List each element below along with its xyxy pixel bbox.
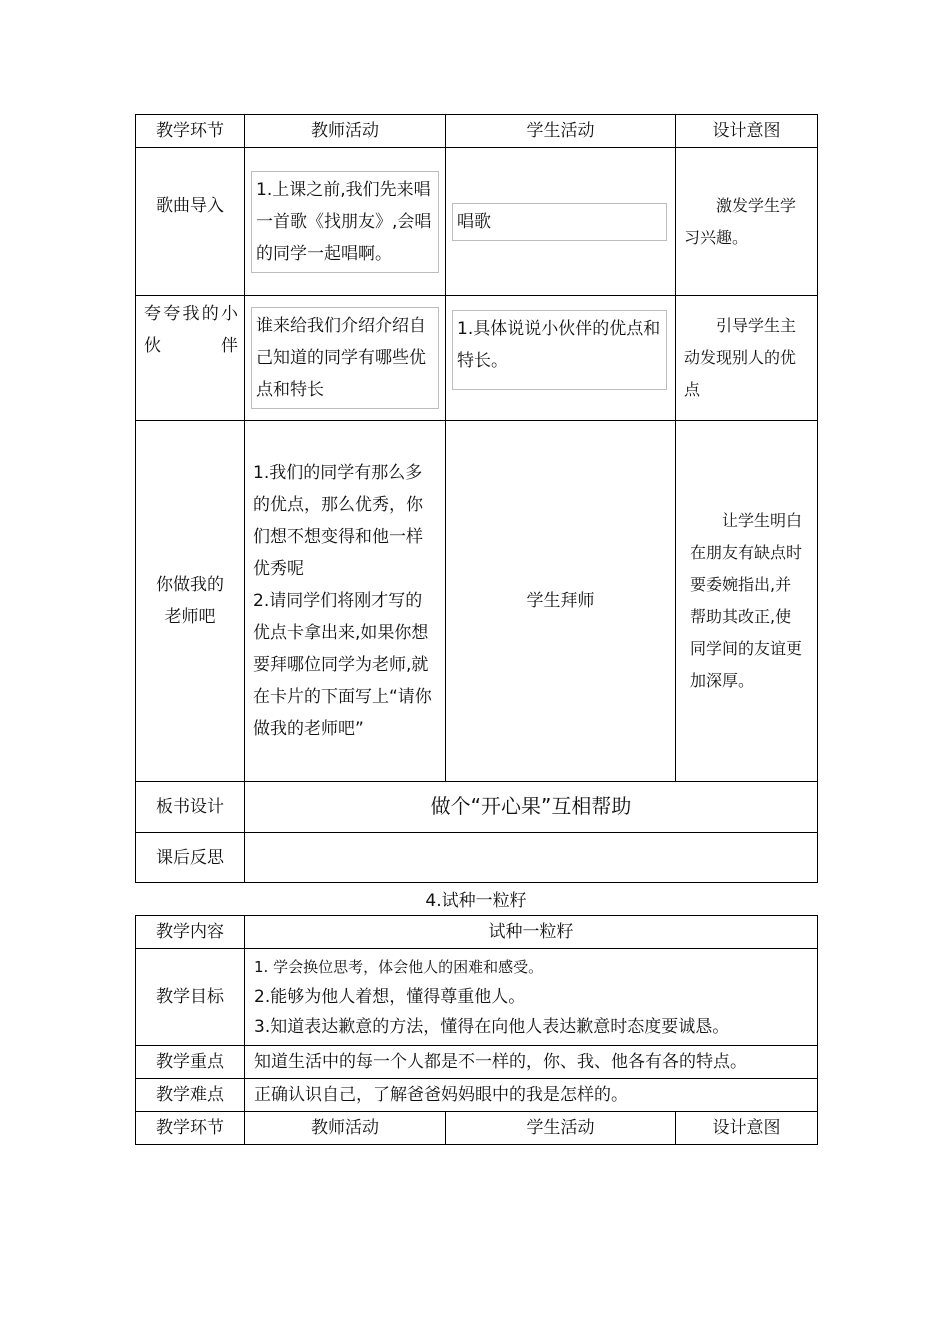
- intent-cell: 激发学生学习兴趣。: [676, 148, 818, 296]
- table-row: [136, 148, 818, 296]
- lesson-table: [135, 114, 818, 883]
- board-content: 做个“开心果”互相帮助: [245, 782, 818, 833]
- board-row: [136, 782, 818, 833]
- table-header-row: [136, 115, 818, 148]
- table-row: [136, 296, 818, 421]
- goals-label: 教学目标: [136, 949, 245, 1046]
- reflection-row: [136, 833, 818, 883]
- header-intent: 设计意图: [676, 115, 818, 148]
- student-cell: [446, 148, 676, 296]
- teacher-text-1: 1.我们的同学有那么多的优点，那么优秀，你们想不想变得和他一样优秀呢: [253, 463, 423, 579]
- intent-cell: 让学生明白在朋友有缺点时要委婉指出,并帮助其改正,使同学间的友谊更加深厚。: [676, 421, 818, 782]
- header-stage: 教学环节: [136, 1112, 245, 1145]
- intent-cell: 引导学生主动发现别人的优点: [676, 296, 818, 421]
- teacher-cell: [245, 148, 446, 296]
- teacher-text: 谁来给我们介绍介绍自己知道的同学有哪些优点和特长: [251, 307, 439, 409]
- teacher-cell: [245, 421, 446, 782]
- teacher-text-2: 2.请同学们将刚才写的优点卡拿出来,如果你想要拜哪位同学为老师,就在卡片的下面写上“请你做我的老师吧”: [253, 591, 432, 739]
- student-cell: 学生拜师: [446, 421, 676, 782]
- difficulty-value: 正确认识自己，了解爸爸妈妈眼中的我是怎样的。: [245, 1079, 818, 1112]
- key-label: 教学重点: [136, 1046, 245, 1079]
- reflection-content: [245, 833, 818, 883]
- header-stage: 教学环节: [136, 115, 245, 148]
- goals-list: [245, 949, 818, 1046]
- key-value: 知道生活中的每一个人都是不一样的，你、我、他各有各的特点。: [245, 1046, 818, 1079]
- header-teacher: 教师活动: [245, 115, 446, 148]
- stage-cell: 你做我的老师吧: [136, 421, 245, 782]
- content-value: 试种一粒籽: [245, 916, 818, 949]
- goal-item: 2.能够为他人着想，懂得尊重他人。: [254, 987, 526, 1007]
- table-header-row: [136, 1112, 818, 1145]
- content-row: [136, 916, 818, 949]
- content-label: 教学内容: [136, 916, 245, 949]
- student-text: 唱歌: [452, 203, 667, 241]
- student-cell: [446, 296, 676, 421]
- lesson-title: 4.试种一粒籽: [425, 891, 527, 911]
- difficulty-row: [136, 1079, 818, 1112]
- stage-cell: 歌曲导入: [136, 148, 245, 296]
- header-intent: 设计意图: [676, 1112, 818, 1145]
- goal-item: 3.知道表达歉意的方法，懂得在向他人表达歉意时态度要诚恳。: [254, 1017, 730, 1037]
- goal-item: 1. 学会换位思考，体会他人的困难和感受。: [254, 958, 544, 976]
- difficulty-label: 教学难点: [136, 1079, 245, 1112]
- lesson-info-table: [135, 915, 818, 1145]
- key-row: [136, 1046, 818, 1079]
- student-text: 1.具体说说小伙伴的优点和特长。: [452, 310, 667, 390]
- table-row: [136, 421, 818, 782]
- header-student: 学生活动: [446, 1112, 676, 1145]
- stage-cell: 夸夸我的小伙伴: [136, 296, 245, 421]
- goals-row: [136, 949, 818, 1046]
- header-teacher: 教师活动: [245, 1112, 446, 1145]
- board-label: 板书设计: [136, 782, 245, 833]
- teacher-cell: [245, 296, 446, 421]
- teacher-text: 1.上课之前,我们先来唱一首歌《找朋友》,会唱的同学一起唱啊。: [251, 171, 439, 273]
- header-student: 学生活动: [446, 115, 676, 148]
- reflection-label: 课后反思: [136, 833, 245, 883]
